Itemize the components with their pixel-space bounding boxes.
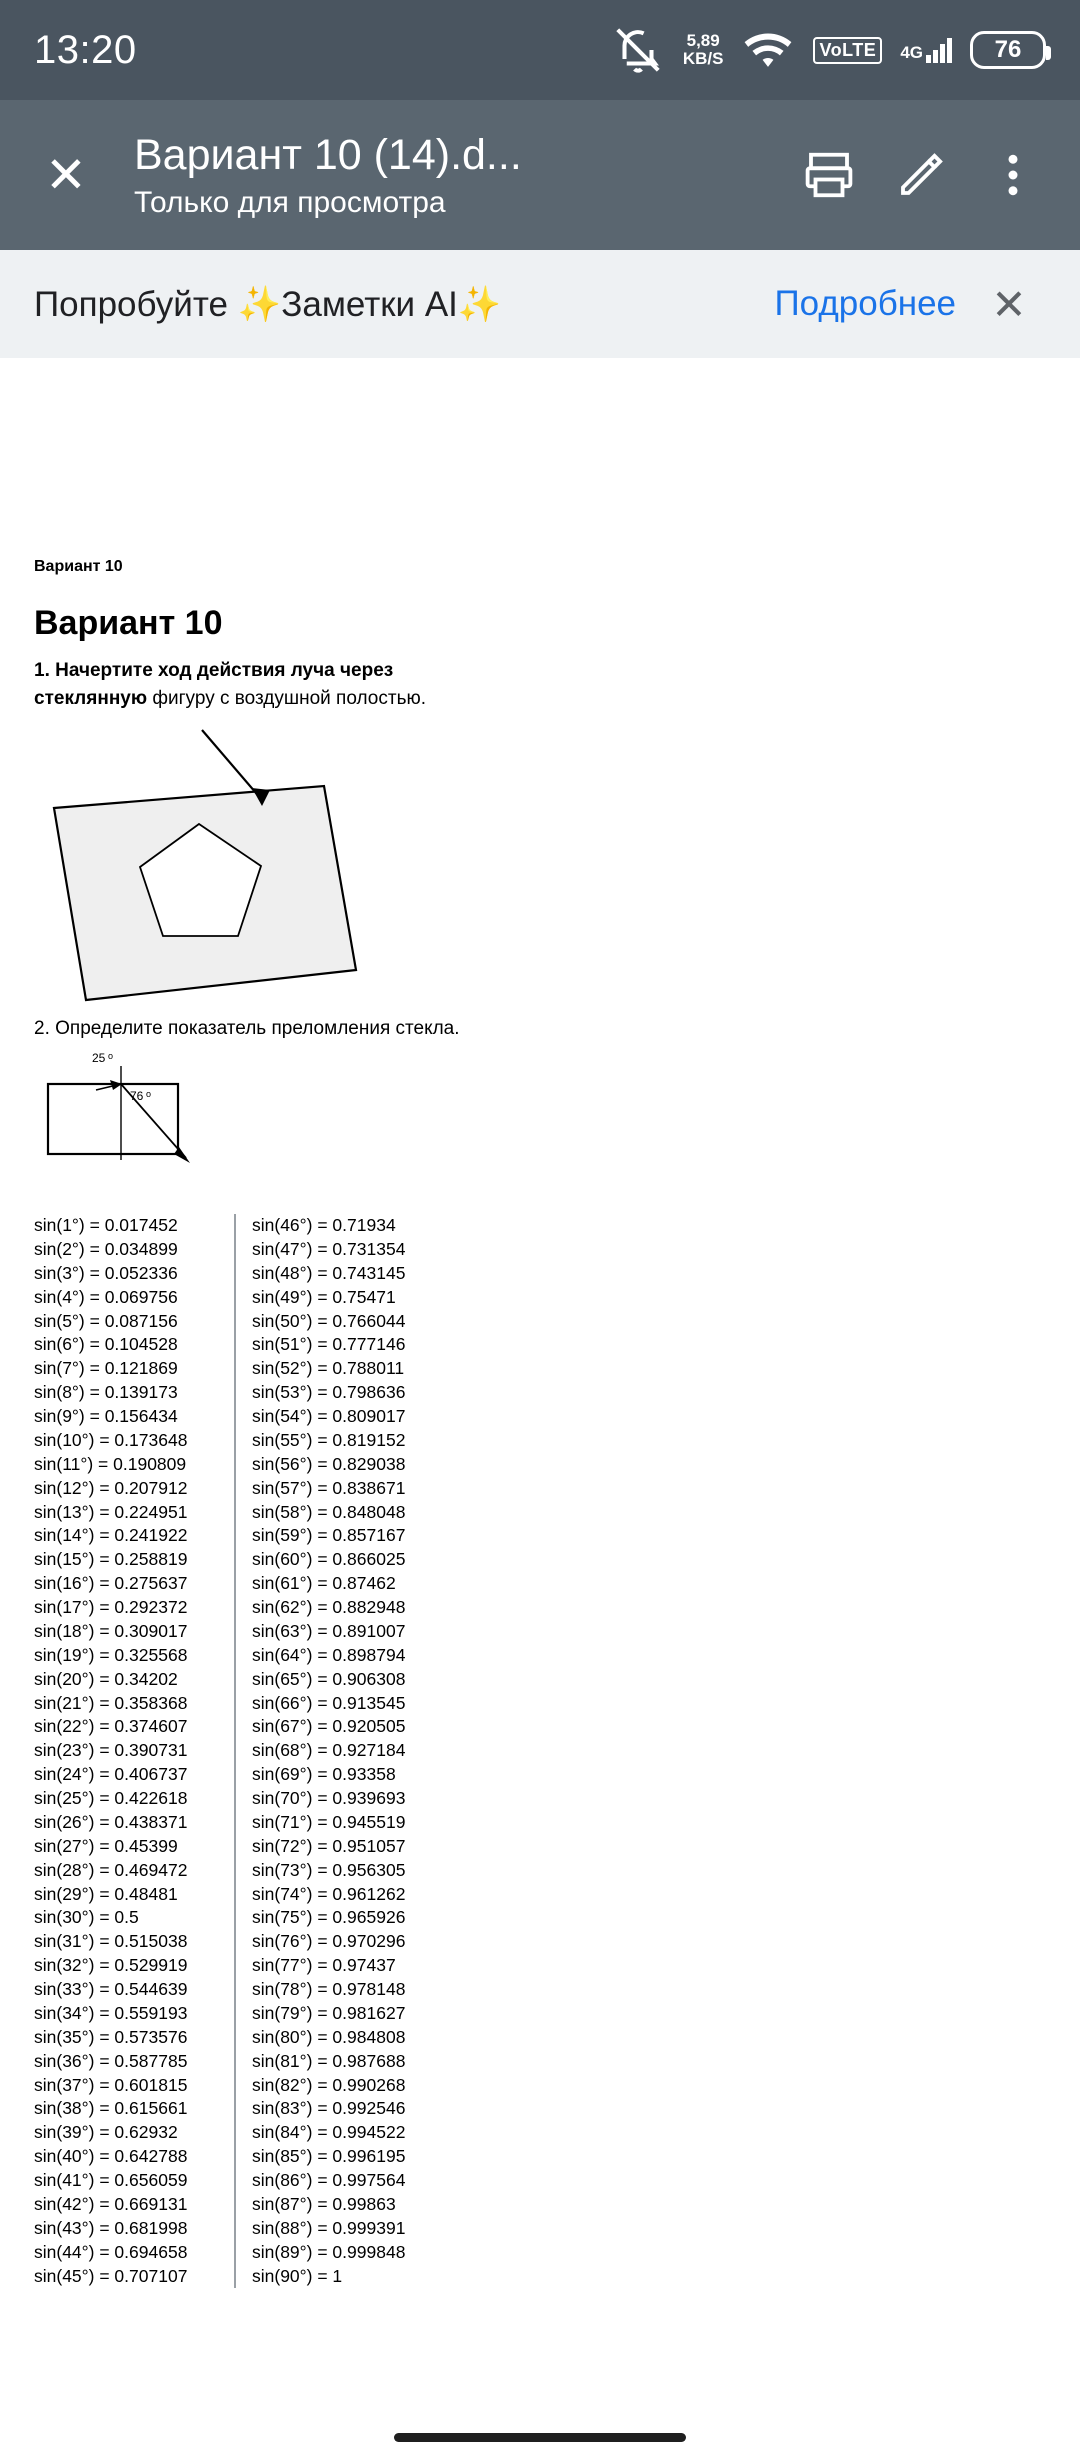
sine-entry: sin(53°) = 0.798636 bbox=[252, 1382, 406, 1403]
sine-entry: sin(34°) = 0.559193 bbox=[34, 2002, 188, 2023]
sine-entry: sin(88°) = 0.999391 bbox=[252, 2217, 406, 2238]
data-rate-indicator bbox=[683, 32, 724, 68]
sine-entry: sin(11°) = 0.190809 bbox=[34, 1453, 187, 1474]
sine-entry: sin(40°) = 0.642788 bbox=[34, 2146, 188, 2167]
sine-value-table bbox=[34, 1214, 1046, 2288]
sine-entry: sin(81°) = 0.987688 bbox=[252, 2050, 406, 2071]
sine-entry: sin(69°) = 0.93358 bbox=[252, 1764, 396, 1785]
signal-bars bbox=[926, 37, 952, 63]
sine-entry: sin(35°) = 0.573576 bbox=[34, 2026, 188, 2047]
sine-entry: sin(90°) = 1 bbox=[252, 2265, 343, 2286]
sine-entry: sin(41°) = 0.656059 bbox=[34, 2170, 188, 2191]
promo-banner bbox=[0, 250, 1080, 358]
sine-entry: sin(42°) = 0.669131 bbox=[34, 2193, 188, 2214]
document-subtitle: Только для просмотра bbox=[134, 185, 446, 219]
data-rate-value: 5,89 bbox=[686, 31, 720, 51]
sine-entry: sin(86°) = 0.997564 bbox=[252, 2170, 406, 2191]
volte-indicator: VoLTE bbox=[813, 37, 882, 64]
sine-table-left-column bbox=[34, 1214, 234, 2288]
title-block bbox=[112, 131, 794, 220]
promo-text: Попробуйте ✨Заметки AI✨ bbox=[34, 284, 502, 324]
sine-entry: sin(27°) = 0.45399 bbox=[34, 1835, 178, 1856]
sine-entry: sin(58°) = 0.848048 bbox=[252, 1501, 406, 1522]
sine-entry: sin(74°) = 0.961262 bbox=[252, 1883, 406, 1904]
sine-entry: sin(60°) = 0.866025 bbox=[252, 1549, 406, 1570]
angle-label-top-unit: о bbox=[108, 1051, 114, 1062]
sine-entry: sin(32°) = 0.529919 bbox=[34, 1955, 188, 1976]
sine-entry: sin(52°) = 0.788011 bbox=[252, 1358, 405, 1379]
sine-entry: sin(84°) = 0.994522 bbox=[252, 2122, 406, 2143]
sine-entry: sin(8°) = 0.139173 bbox=[34, 1382, 178, 1403]
sine-entry: sin(2°) = 0.034899 bbox=[34, 1238, 178, 1259]
sine-entry: sin(78°) = 0.978148 bbox=[252, 1979, 406, 2000]
close-document-button[interactable]: ✕ bbox=[45, 147, 87, 203]
sine-entry: sin(75°) = 0.965926 bbox=[252, 1907, 406, 1928]
task-1-rest-text: фигуру с воздушной полостью. bbox=[152, 687, 426, 709]
pencil-icon[interactable] bbox=[894, 148, 948, 202]
sine-entry: sin(85°) = 0.996195 bbox=[252, 2146, 406, 2167]
print-icon[interactable] bbox=[802, 148, 856, 202]
sine-entry: sin(59°) = 0.857167 bbox=[252, 1525, 406, 1546]
angle-label-top: 25 bbox=[92, 1051, 106, 1066]
sine-entry: sin(19°) = 0.325568 bbox=[34, 1644, 188, 1665]
sine-entry: sin(15°) = 0.258819 bbox=[34, 1549, 188, 1570]
sine-entry: sin(79°) = 0.981627 bbox=[252, 2002, 406, 2023]
sine-entry: sin(14°) = 0.241922 bbox=[34, 1525, 188, 1546]
sine-entry: sin(72°) = 0.951057 bbox=[252, 1835, 406, 1856]
sine-entry: sin(36°) = 0.587785 bbox=[34, 2050, 188, 2071]
sine-entry: sin(5°) = 0.087156 bbox=[34, 1310, 178, 1331]
sine-entry: sin(13°) = 0.224951 bbox=[34, 1501, 188, 1522]
sine-entry: sin(17°) = 0.292372 bbox=[34, 1597, 188, 1618]
sine-entry: sin(38°) = 0.615661 bbox=[34, 2098, 188, 2119]
sine-entry: sin(48°) = 0.743145 bbox=[252, 1262, 406, 1283]
sine-entry: sin(66°) = 0.913545 bbox=[252, 1692, 406, 1713]
sine-entry: sin(50°) = 0.766044 bbox=[252, 1310, 406, 1331]
sine-entry: sin(76°) = 0.970296 bbox=[252, 1931, 406, 1952]
figure-2-svg bbox=[34, 1048, 334, 1178]
battery-indicator bbox=[970, 31, 1046, 69]
sine-entry: sin(21°) = 0.358368 bbox=[34, 1692, 188, 1713]
sine-entry: sin(56°) = 0.829038 bbox=[252, 1453, 406, 1474]
sine-entry: sin(61°) = 0.87462 bbox=[252, 1573, 396, 1594]
figure-refraction-block bbox=[34, 1048, 334, 1178]
sine-entry: sin(89°) = 0.999848 bbox=[252, 2241, 406, 2262]
sine-entry: sin(47°) = 0.731354 bbox=[252, 1238, 406, 1259]
promo-close-icon[interactable]: ✕ bbox=[991, 280, 1027, 328]
home-gesture-pill[interactable] bbox=[394, 2433, 686, 2442]
sine-entry: sin(70°) = 0.939693 bbox=[252, 1788, 406, 1809]
task-2-body: Определите показатель преломления стекла. bbox=[55, 1018, 460, 1040]
sine-entry: sin(45°) = 0.707107 bbox=[34, 2265, 188, 2286]
glass-block bbox=[48, 1084, 178, 1154]
sine-entry: sin(51°) = 0.777146 bbox=[252, 1334, 406, 1355]
sine-entry: sin(43°) = 0.681998 bbox=[34, 2217, 188, 2238]
sine-entry: sin(30°) = 0.5 bbox=[34, 1907, 139, 1928]
sine-entry: sin(82°) = 0.990268 bbox=[252, 2074, 406, 2095]
wifi-icon bbox=[741, 23, 795, 77]
sine-entry: sin(25°) = 0.422618 bbox=[34, 1788, 188, 1809]
sine-entry: sin(62°) = 0.882948 bbox=[252, 1597, 406, 1618]
sine-entry: sin(65°) = 0.906308 bbox=[252, 1668, 406, 1689]
figure-glass-with-cavity bbox=[34, 718, 464, 1008]
status-bar bbox=[0, 0, 1080, 100]
sine-entry: sin(64°) = 0.898794 bbox=[252, 1644, 406, 1665]
sine-entry: sin(87°) = 0.99863 bbox=[252, 2193, 396, 2214]
more-vertical-icon[interactable] bbox=[986, 148, 1040, 202]
sine-entry: sin(23°) = 0.390731 bbox=[34, 1740, 188, 1761]
sine-entry: sin(6°) = 0.104528 bbox=[34, 1334, 178, 1355]
sine-entry: sin(46°) = 0.71934 bbox=[252, 1215, 396, 1236]
document-title: Вариант 10 (14).d... bbox=[134, 130, 522, 179]
angle-label-bottom-unit: о bbox=[146, 1089, 152, 1100]
sine-entry: sin(39°) = 0.62932 bbox=[34, 2122, 178, 2143]
figure-1-svg bbox=[34, 718, 464, 1008]
task-1-text bbox=[34, 657, 464, 712]
sine-entry: sin(31°) = 0.515038 bbox=[34, 1931, 188, 1952]
signal-bars-icon bbox=[900, 37, 952, 63]
sine-entry: sin(29°) = 0.48481 bbox=[34, 1883, 178, 1904]
sine-entry: sin(22°) = 0.374607 bbox=[34, 1716, 188, 1737]
sine-entry: sin(73°) = 0.956305 bbox=[252, 1859, 406, 1880]
task-2-text bbox=[34, 1018, 1046, 1040]
promo-learn-more-link[interactable]: Подробнее bbox=[774, 284, 956, 323]
battery-level: 76 bbox=[994, 36, 1022, 63]
sine-entry: sin(4°) = 0.069756 bbox=[34, 1286, 178, 1307]
document-page bbox=[0, 358, 1080, 2458]
sine-entry: sin(77°) = 0.97437 bbox=[252, 1955, 396, 1976]
task-1-bold-text: Начертите ход действия луча через стеклянную bbox=[34, 660, 394, 709]
data-rate-unit: KB/S bbox=[682, 49, 724, 68]
sine-entry: sin(80°) = 0.984808 bbox=[252, 2026, 406, 2047]
sine-entry: sin(24°) = 0.406737 bbox=[34, 1764, 188, 1785]
bell-muted-icon bbox=[611, 23, 665, 77]
sine-entry: sin(7°) = 0.121869 bbox=[34, 1358, 178, 1379]
network-type-label: 4G bbox=[900, 43, 923, 62]
sine-entry: sin(83°) = 0.992546 bbox=[252, 2098, 406, 2119]
status-clock: 13:20 bbox=[34, 27, 137, 72]
task-1-number: 1. bbox=[34, 660, 50, 681]
sine-entry: sin(10°) = 0.173648 bbox=[34, 1429, 188, 1450]
document-running-header: Вариант 10 bbox=[34, 558, 123, 575]
sine-entry: sin(3°) = 0.052336 bbox=[34, 1262, 178, 1283]
document-viewer[interactable] bbox=[0, 358, 1080, 2460]
sine-entry: sin(57°) = 0.838671 bbox=[252, 1477, 406, 1498]
sine-entry: sin(20°) = 0.34202 bbox=[34, 1668, 178, 1689]
document-content bbox=[34, 558, 1046, 2288]
gesture-navigation-bar bbox=[0, 2414, 1080, 2460]
sine-entry: sin(71°) = 0.945519 bbox=[252, 1811, 406, 1832]
sine-table-right-column bbox=[234, 1214, 434, 2288]
sine-entry: sin(16°) = 0.275637 bbox=[34, 1573, 188, 1594]
angle-label-bottom: 76 bbox=[130, 1089, 144, 1104]
sine-entry: sin(26°) = 0.438371 bbox=[34, 1811, 188, 1832]
app-bar-actions bbox=[802, 148, 1052, 202]
sine-entry: sin(1°) = 0.017452 bbox=[34, 1215, 178, 1236]
sine-entry: sin(33°) = 0.544639 bbox=[34, 1979, 188, 2000]
sine-entry: sin(49°) = 0.75471 bbox=[252, 1286, 396, 1307]
task-2-number: 2. bbox=[34, 1018, 50, 1040]
status-icons bbox=[611, 23, 1046, 77]
app-bar bbox=[0, 100, 1080, 250]
sine-entry: sin(63°) = 0.891007 bbox=[252, 1620, 406, 1641]
sine-entry: sin(54°) = 0.809017 bbox=[252, 1406, 406, 1427]
sine-entry: sin(55°) = 0.819152 bbox=[252, 1429, 406, 1450]
sine-entry: sin(67°) = 0.920505 bbox=[252, 1716, 406, 1737]
sine-entry: sin(37°) = 0.601815 bbox=[34, 2074, 188, 2095]
sine-entry: sin(44°) = 0.694658 bbox=[34, 2241, 188, 2262]
sine-entry: sin(9°) = 0.156434 bbox=[34, 1406, 178, 1427]
sine-entry: sin(18°) = 0.309017 bbox=[34, 1620, 188, 1641]
document-heading: Вариант 10 bbox=[34, 604, 223, 642]
sine-entry: sin(12°) = 0.207912 bbox=[34, 1477, 188, 1498]
sine-entry: sin(28°) = 0.469472 bbox=[34, 1859, 188, 1880]
sine-entry: sin(68°) = 0.927184 bbox=[252, 1740, 406, 1761]
